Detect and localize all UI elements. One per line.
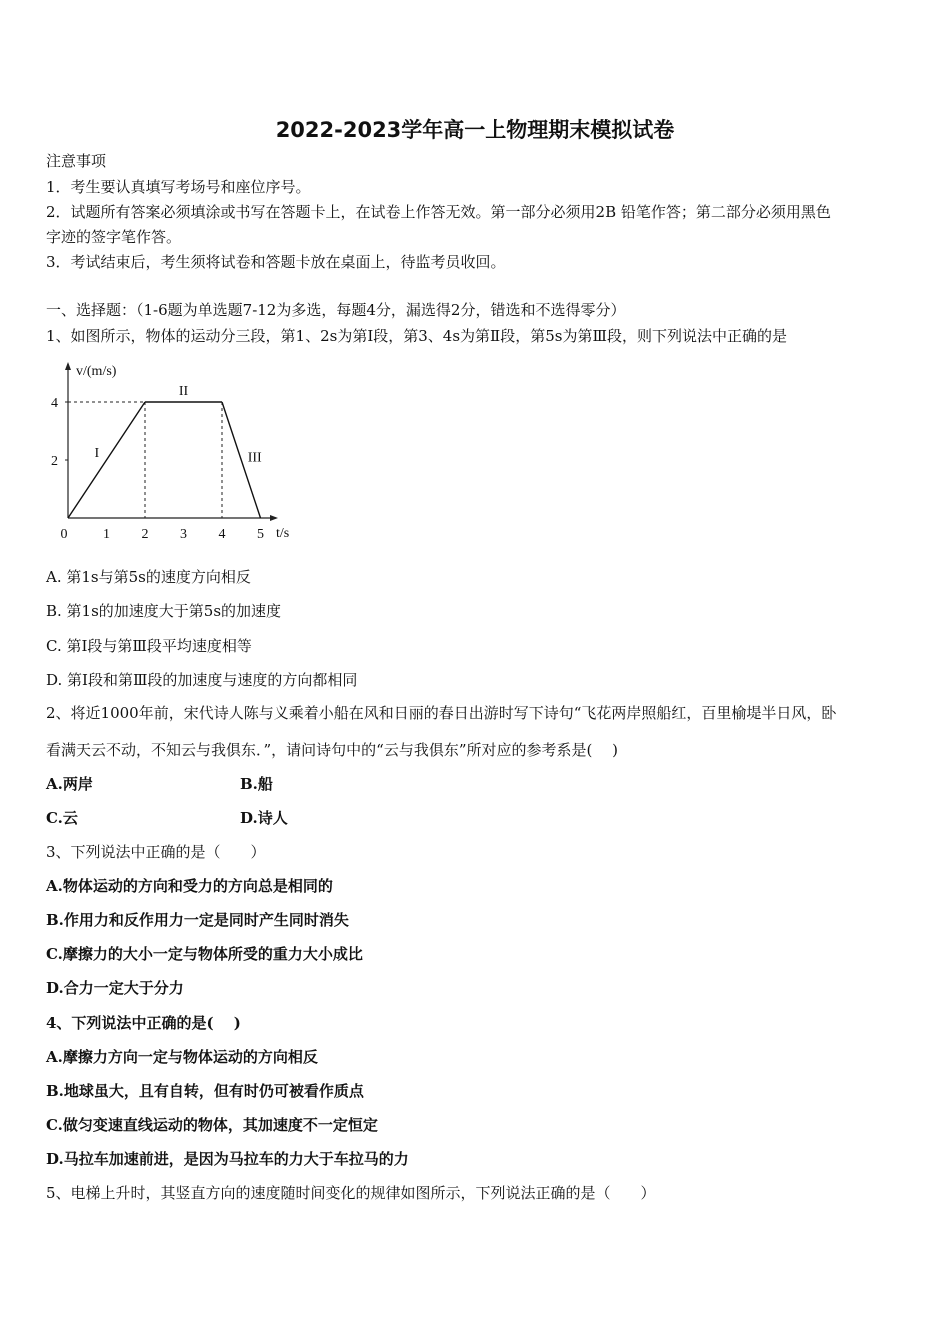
notice-item: 2．试题所有答案必须填涂或书写在答题卡上，在试卷上作答无效。第一部分必须用2B 铅笔作答；第二部分必须用黑色 xyxy=(46,203,831,221)
question-3-option-b: B.作用力和反作用力一定是同时产生同时消失 xyxy=(46,911,349,929)
x-tick-label: 2 xyxy=(141,527,149,542)
graph-marks xyxy=(68,384,262,518)
y-axis-arrow xyxy=(65,362,71,370)
question-2-stem-line2: 看满天云不动，不知云与我俱东．”，请问诗句中的“云与我俱东”所对应的参考系是( ) xyxy=(46,741,618,759)
question-4-option-a: A.摩擦力方向一定与物体运动的方向相反 xyxy=(46,1048,318,1066)
question-3-stem: 3、下列说法中正确的是（ ） xyxy=(46,843,266,861)
question-2-option-d: D.诗人 xyxy=(240,809,288,827)
x-tick-label: 4 xyxy=(218,527,226,542)
question-1-option-a: A. 第1s与第5s的速度方向相反 xyxy=(46,568,251,586)
section-heading: 一、选择题：（1-6题为单选题7-12为多选，每题4分，漏选得2分，错选和不选得零分） xyxy=(46,301,626,319)
notice-item: 3．考试结束后，考生须将试卷和答题卡放在桌面上，待监考员收回。 xyxy=(46,253,506,271)
question-2-option-a: A.两岸 xyxy=(46,775,93,793)
graph-axes xyxy=(51,362,278,542)
y-tick-label: 2 xyxy=(51,454,58,469)
question-2-option-b: B.船 xyxy=(240,775,273,793)
question-4-option-b: B.地球虽大，且有自转，但有时仍可被看作质点 xyxy=(46,1082,364,1100)
segment-label: III xyxy=(247,450,262,466)
question-5-stem: 5、电梯上升时，其竖直方向的速度随时间变化的规律如图所示，下列说法正确的是（ ） xyxy=(46,1184,656,1202)
question-1-stem: 1、如图所示，物体的运动分三段，第1、2s为第Ⅰ段，第3、4s为第Ⅱ段，第5s为第Ⅲ段，则下列说法中正确的是 xyxy=(46,327,787,345)
question-1-option-c: C. 第Ⅰ段与第Ⅲ段平均速度相等 xyxy=(46,637,252,655)
x-tick-label: 1 xyxy=(103,527,110,542)
question-1-option-b: B. 第1s的加速度大于第5s的加速度 xyxy=(46,602,282,620)
y-tick-label: 4 xyxy=(51,396,58,411)
question-1-option-d: D. 第Ⅰ段和第Ⅲ段的加速度与速度的方向都相同 xyxy=(46,671,358,689)
question-3-option-d: D.合力一定大于分力 xyxy=(46,979,184,997)
x-axis-label: t/s xyxy=(276,526,290,541)
question-4-option-d: D.马拉车加速前进，是因为马拉车的力大于车拉马的力 xyxy=(46,1150,409,1168)
segment-label: II xyxy=(178,383,189,399)
page-title: 2022-2023学年高一上物理期末模拟试卷 xyxy=(275,118,675,142)
question-2-stem-line1: 2、将近1000年前，宋代诗人陈与义乘着小船在风和日丽的春日出游时写下诗句“飞花两岸照船红，百里榆堤半日风，卧 xyxy=(46,704,837,722)
notice-heading: 注意事项 xyxy=(46,152,107,170)
segment-label: I xyxy=(94,446,100,462)
x-tick-label: 5 xyxy=(257,527,264,542)
notice-item: 字迹的签字笔作答。 xyxy=(46,228,182,246)
y-axis-label: v/(m/s) xyxy=(76,364,117,379)
velocity-segment xyxy=(68,402,145,518)
velocity-time-graph xyxy=(44,358,304,548)
x-axis-arrow xyxy=(270,515,278,521)
x-tick-label: 3 xyxy=(180,527,187,542)
question-3-option-c: C.摩擦力的大小一定与物体所受的重力大小成比 xyxy=(46,945,363,963)
notice-item: 1．考生要认真填写考场号和座位序号。 xyxy=(46,178,311,196)
question-2-option-c: C.云 xyxy=(46,809,78,827)
question-4-stem: 4、下列说法中正确的是( ) xyxy=(46,1014,241,1032)
question-4-option-c: C.做匀变速直线运动的物体，其加速度不一定恒定 xyxy=(46,1116,378,1134)
question-3-option-a: A.物体运动的方向和受力的方向总是相同的 xyxy=(46,877,333,895)
x-tick-label: 0 xyxy=(60,527,68,542)
